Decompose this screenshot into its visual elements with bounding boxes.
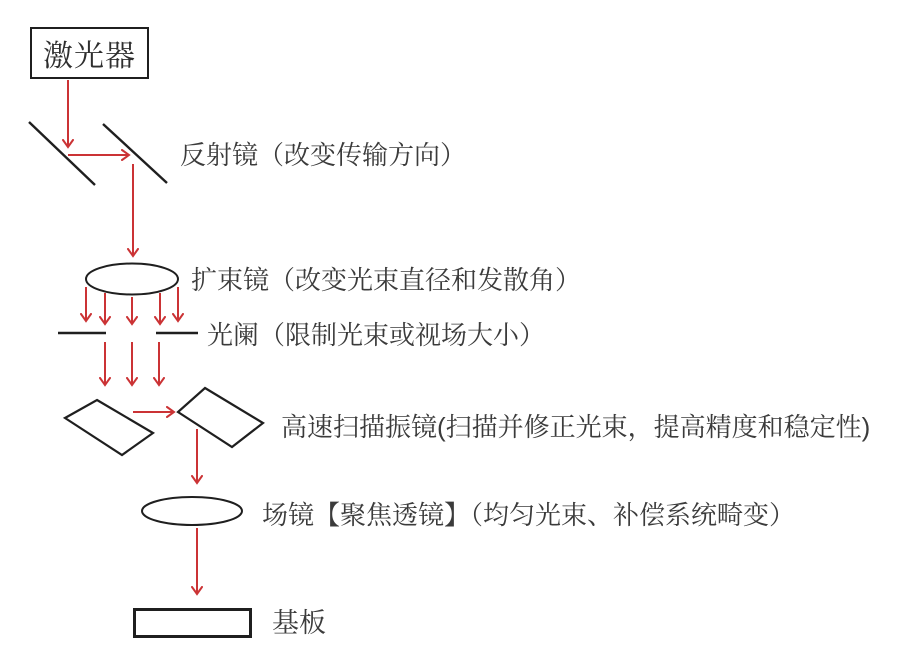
galvo-mirror-right: [178, 388, 263, 447]
galvo-mirror-left: [65, 400, 153, 455]
beam-expander-lens: [86, 264, 178, 295]
aperture-label: 光阑（限制光束或视场大小）: [207, 320, 546, 350]
mirror-1-line: [29, 122, 95, 185]
galvo-label: 高速扫描振镜(扫描并修正光束，提高精度和稳定性): [281, 412, 871, 442]
beam-expander-label: 扩束镜（改变光束直径和发散角）: [191, 265, 582, 295]
substrate-label: 基板: [272, 608, 326, 638]
laser-node: 激光器: [30, 27, 149, 79]
field-lens-label: 场镜【聚焦透镜】（均匀光束、补偿系统畸变）: [262, 500, 796, 530]
field-lens-shape: [142, 497, 242, 525]
mirror-2-line: [103, 124, 167, 183]
substrate-node: [133, 608, 252, 638]
mirror-label: 反射镜（改变传输方向）: [180, 140, 467, 170]
